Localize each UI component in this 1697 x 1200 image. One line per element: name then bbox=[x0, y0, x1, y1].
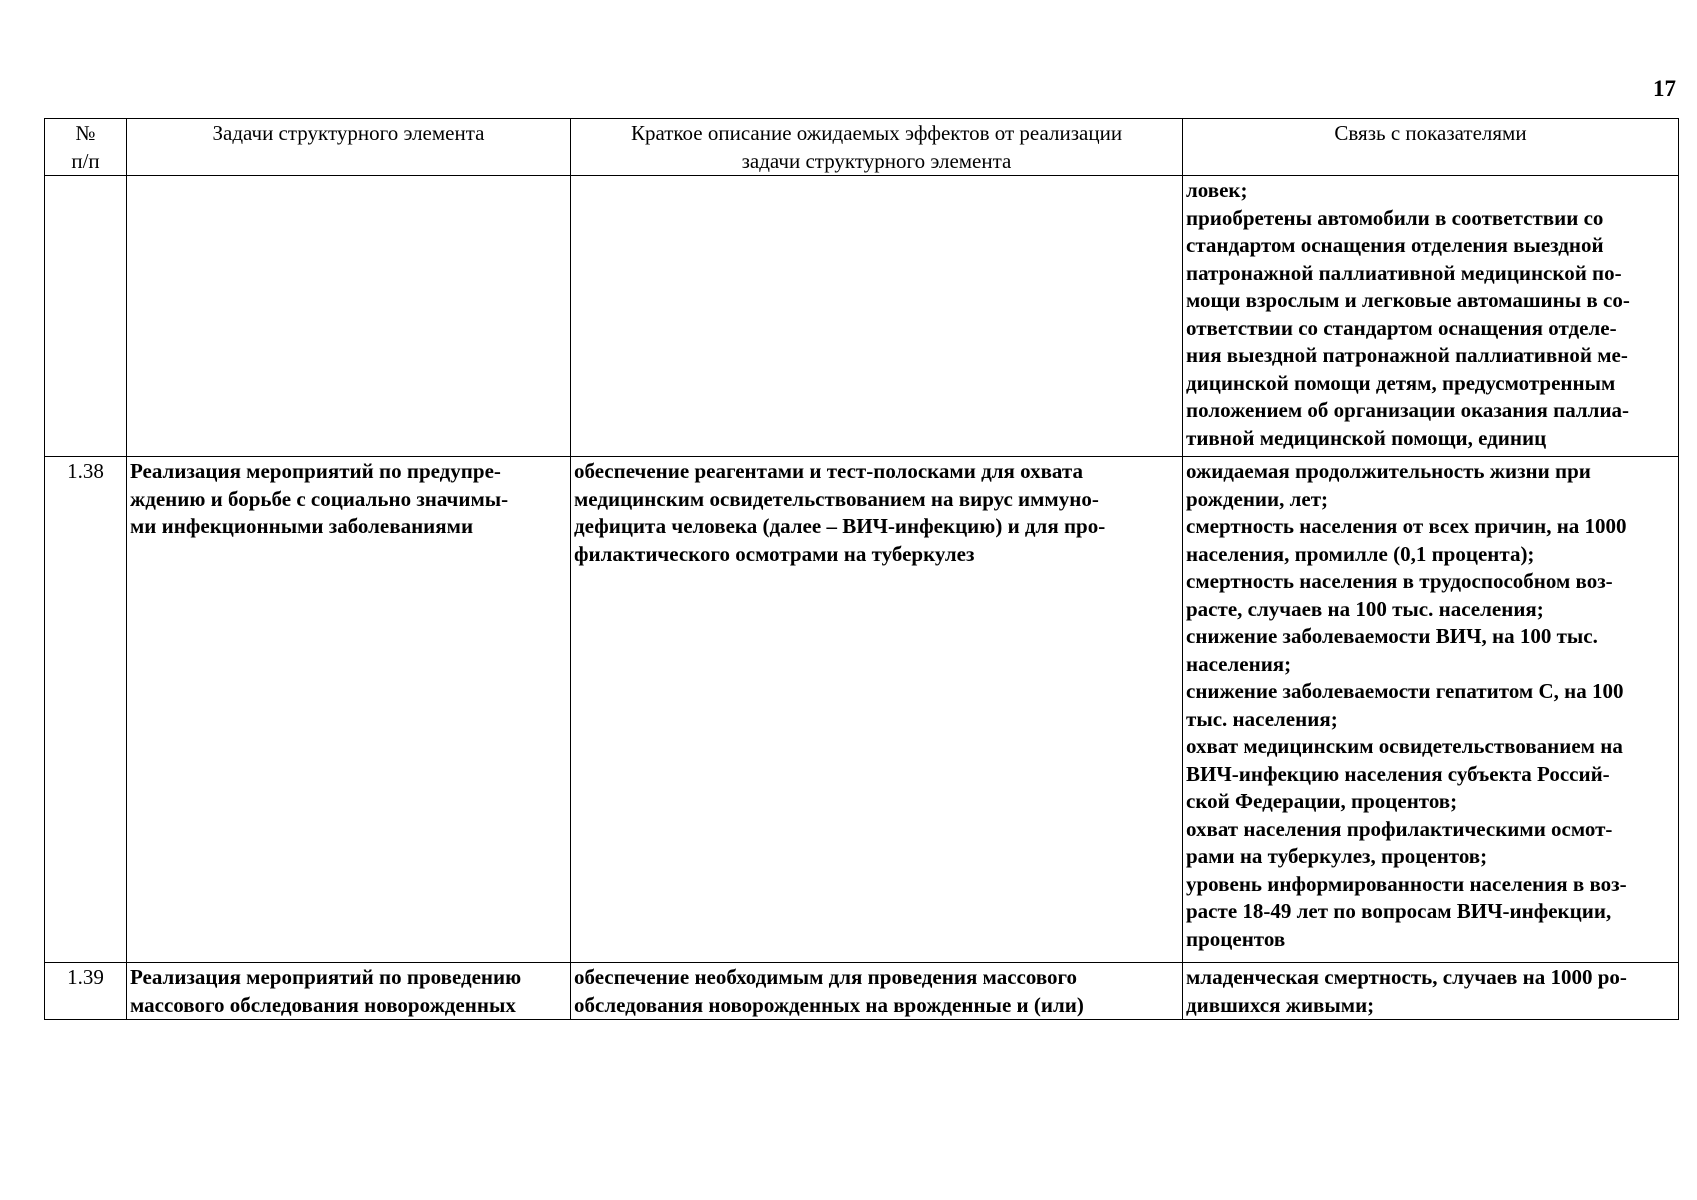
row-indicators: ловек; приобретены автомобили в соответствии со стандартом оснащения отделения выездной патронажной паллиативной медицинской по- мощи взрослым и легковые автомашины в со- ответствии со стандартом оснащения отделе- ния выездной патронажной паллиативной ме- дицинской помощи детям, предусмотренным положением об организации оказания паллиа- тивной медицинской помощи, единиц bbox=[1183, 176, 1679, 457]
column-header-effect: Краткое описание ожидаемых эффектов от реализации задачи структурного элемента bbox=[571, 119, 1183, 176]
row-number: 1.38 bbox=[45, 457, 127, 963]
column-header-task: Задачи структурного элемента bbox=[127, 119, 571, 176]
table-row bbox=[45, 963, 1679, 1020]
row-effect: обеспечение реагентами и тест-полосками для охвата медицинским освидетельствованием на вирус иммуно- дефицита человека (далее – ВИЧ-инфекцию) и для про- филактического осмотрами на туберкулез bbox=[571, 457, 1183, 963]
row-number bbox=[45, 176, 127, 457]
row-task: Реализация мероприятий по проведению массового обследования новорожденных bbox=[127, 963, 571, 1020]
page-number: 17 bbox=[1653, 76, 1676, 101]
row-indicators: ожидаемая продолжительность жизни при рождении, лет; смертность населения от всех причин, на 1000 населения, промилле (0,1 процента); смертность населения в трудоспособном воз- расте, случаев на 100 тыс. населения; снижение заболеваемости ВИЧ, на 100 тыс. населения; снижение заболеваемости гепатитом С, на 100 тыс. населения; охват медицинским освидетельствованием на ВИЧ-инфекцию населения субъекта Россий- ской Федерации, процентов; охват населения профилактическими осмот- рами на туберкулез, процентов; уровень информированности населения в воз- расте 18-49 лет по вопросам ВИЧ-инфекции, процентов bbox=[1183, 457, 1679, 963]
row-number: 1.39 bbox=[45, 963, 127, 1020]
table-header-row bbox=[45, 119, 1679, 176]
row-effect: обеспечение необходимым для проведения массового обследования новорожденных на врожденные и (или) bbox=[571, 963, 1183, 1020]
table-row bbox=[45, 176, 1679, 457]
tasks-table bbox=[44, 118, 1679, 1020]
column-header-indicators: Связь с показателями bbox=[1183, 119, 1679, 176]
column-header-number: № п/п bbox=[45, 119, 127, 176]
row-effect bbox=[571, 176, 1183, 457]
row-task: Реализация мероприятий по предупре- ждению и борьбе с социально значимы- ми инфекционными заболеваниями bbox=[127, 457, 571, 963]
row-indicators: младенческая смертность, случаев на 1000 ро- дившихся живыми; bbox=[1183, 963, 1679, 1020]
table-row bbox=[45, 457, 1679, 963]
row-task bbox=[127, 176, 571, 457]
